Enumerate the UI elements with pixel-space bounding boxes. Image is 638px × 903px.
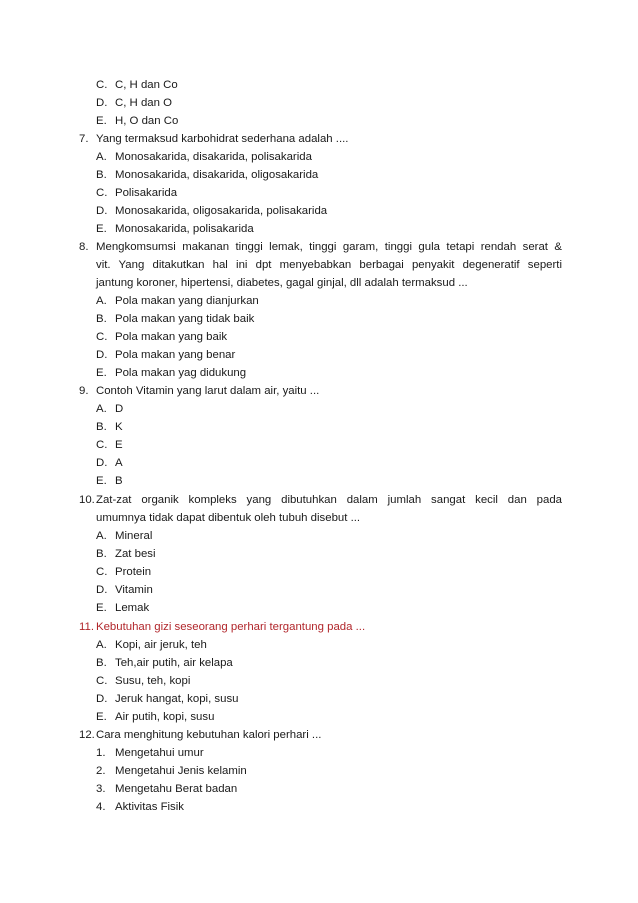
option-letter: A. xyxy=(96,530,107,542)
option-q12-2 xyxy=(0,762,638,780)
option-q9-e xyxy=(0,472,638,490)
option-q12-3 xyxy=(0,780,638,798)
option-letter: E. xyxy=(96,367,107,379)
option-q10-b xyxy=(0,545,638,563)
question-text: Zat-zat organik kompleks yang dibutuhkan dalam jumlah sangat kecil dan pada xyxy=(96,494,562,506)
option-text: H, O dan Co xyxy=(115,115,179,127)
option-text: Jeruk hangat, kopi, susu xyxy=(115,693,239,705)
option-text: C, H dan Co xyxy=(115,79,178,91)
option-q10-c xyxy=(0,563,638,581)
question-text: Cara menghitung kebutuhan kalori perhari ... xyxy=(96,729,322,741)
option-text: D xyxy=(115,403,124,415)
option-q9-d xyxy=(0,454,638,472)
option-letter: C. xyxy=(96,331,108,343)
option-letter: A. xyxy=(96,295,107,307)
option-q9-b xyxy=(0,418,638,436)
option-text: E xyxy=(115,439,123,451)
option-number: 3. xyxy=(96,783,106,795)
option-q8-c xyxy=(0,328,638,346)
option-q6-d xyxy=(0,94,638,112)
option-text: A xyxy=(115,457,123,469)
option-text: Mengetahui umur xyxy=(115,747,204,759)
option-q9-a xyxy=(0,400,638,418)
question-8-line-2 xyxy=(0,256,638,274)
option-text: Aktivitas Fisik xyxy=(115,801,184,813)
option-q11-b xyxy=(0,654,638,672)
option-q7-e xyxy=(0,220,638,238)
option-text: Mengetahui Jenis kelamin xyxy=(115,765,247,777)
option-text: Air putih, kopi, susu xyxy=(115,711,215,723)
option-letter: D. xyxy=(96,693,108,705)
question-text: jantung koroner, hipertensi, diabetes, gagal ginjal, dll adalah termaksud ... xyxy=(96,277,468,289)
question-8 xyxy=(0,238,638,256)
option-number: 1. xyxy=(96,747,106,759)
option-letter: E. xyxy=(96,475,107,487)
option-letter: A. xyxy=(96,403,107,415)
option-text: Lemak xyxy=(115,602,150,614)
option-letter: B. xyxy=(96,657,107,669)
option-q8-b xyxy=(0,310,638,328)
question-text: Yang termaksud karbohidrat sederhana adalah .... xyxy=(96,133,349,145)
question-text: Mengkomsumsi makanan tinggi lemak, tinggi garam, tinggi gula tetapi rendah serat & xyxy=(96,241,562,253)
option-letter: B. xyxy=(96,169,107,181)
option-q8-a xyxy=(0,292,638,310)
option-text: Pola makan yang dianjurkan xyxy=(115,295,259,307)
option-text: Kopi, air jeruk, teh xyxy=(115,639,207,651)
option-letter: E. xyxy=(96,115,107,127)
option-number: 2. xyxy=(96,765,106,777)
option-letter: B. xyxy=(96,313,107,325)
option-q10-d xyxy=(0,581,638,599)
option-q11-d xyxy=(0,690,638,708)
question-number: 12. xyxy=(79,729,95,741)
option-text: Susu, teh, kopi xyxy=(115,675,191,687)
question-number: 11. xyxy=(79,621,94,633)
option-q7-a xyxy=(0,148,638,166)
option-q11-a xyxy=(0,636,638,654)
question-9 xyxy=(0,382,638,400)
option-q7-c xyxy=(0,184,638,202)
option-letter: B. xyxy=(96,421,107,433)
question-11 xyxy=(0,618,638,636)
option-letter: D. xyxy=(96,457,108,469)
option-q6-e xyxy=(0,112,638,130)
option-text: C, H dan O xyxy=(115,97,172,109)
option-letter: C. xyxy=(96,675,108,687)
option-letter: D. xyxy=(96,349,108,361)
question-10-line-2 xyxy=(0,509,638,527)
option-q12-1 xyxy=(0,744,638,762)
option-text: Monosakarida, polisakarida xyxy=(115,223,254,235)
option-letter: E. xyxy=(96,711,107,723)
question-text-line-1 xyxy=(96,491,562,509)
question-text: vit. Yang ditakutkan hal ini dpt menyebabkan berbagai penyakit degeneratif seperti xyxy=(96,259,562,271)
option-q11-e xyxy=(0,708,638,726)
option-q12-4 xyxy=(0,798,638,816)
option-letter: E. xyxy=(96,223,107,235)
option-letter: E. xyxy=(96,602,107,614)
option-q11-c xyxy=(0,672,638,690)
question-number: 8. xyxy=(79,241,89,253)
option-text: Zat besi xyxy=(115,548,156,560)
option-q8-d xyxy=(0,346,638,364)
option-text: Pola makan yang benar xyxy=(115,349,236,361)
option-text: Monosakarida, disakarida, oligosakarida xyxy=(115,169,319,181)
question-text: Kebutuhan gizi seseorang perhari tergantung pada ... xyxy=(96,621,366,633)
option-letter: C. xyxy=(96,439,108,451)
question-7 xyxy=(0,130,638,148)
question-text: umumnya tidak dapat dibentuk oleh tubuh disebut ... xyxy=(96,512,361,524)
question-number: 10. xyxy=(79,494,95,506)
option-text: Pola makan yang baik xyxy=(115,331,228,343)
question-number: 7. xyxy=(79,133,89,145)
option-letter: A. xyxy=(96,151,107,163)
question-text: Contoh Vitamin yang larut dalam air, yaitu ... xyxy=(96,385,320,397)
option-text: Monosakarida, oligosakarida, polisakarida xyxy=(115,205,328,217)
option-letter: D. xyxy=(96,205,108,217)
option-q8-e xyxy=(0,364,638,382)
option-number: 4. xyxy=(96,801,106,813)
option-text: Protein xyxy=(115,566,152,578)
question-12 xyxy=(0,726,638,744)
option-q10-e xyxy=(0,599,638,617)
question-number: 9. xyxy=(79,385,89,397)
option-letter: D. xyxy=(96,97,108,109)
option-q10-a xyxy=(0,527,638,545)
option-letter: C. xyxy=(96,187,108,199)
option-text: Vitamin xyxy=(115,584,153,596)
option-letter: B. xyxy=(96,548,107,560)
question-10 xyxy=(0,491,638,509)
question-text-line-1 xyxy=(96,238,562,256)
option-q7-b xyxy=(0,166,638,184)
question-text-line-2 xyxy=(96,256,562,274)
option-text: Mineral xyxy=(115,530,153,542)
option-letter: C. xyxy=(96,566,108,578)
option-letter: C. xyxy=(96,79,108,91)
option-letter: D. xyxy=(96,584,108,596)
option-q7-d xyxy=(0,202,638,220)
option-text: K xyxy=(115,421,123,433)
option-letter: A. xyxy=(96,639,107,651)
option-text: Mengetahu Berat badan xyxy=(115,783,238,795)
question-8-line-3 xyxy=(0,274,638,292)
option-q9-c xyxy=(0,436,638,454)
option-text: Pola makan yang tidak baik xyxy=(115,313,255,325)
option-q6-c xyxy=(0,76,638,94)
option-text: Teh,air putih, air kelapa xyxy=(115,657,233,669)
option-text: Pola makan yag didukung xyxy=(115,367,247,379)
option-text: Polisakarida xyxy=(115,187,178,199)
option-text: B xyxy=(115,475,123,487)
option-text: Monosakarida, disakarida, polisakarida xyxy=(115,151,312,163)
